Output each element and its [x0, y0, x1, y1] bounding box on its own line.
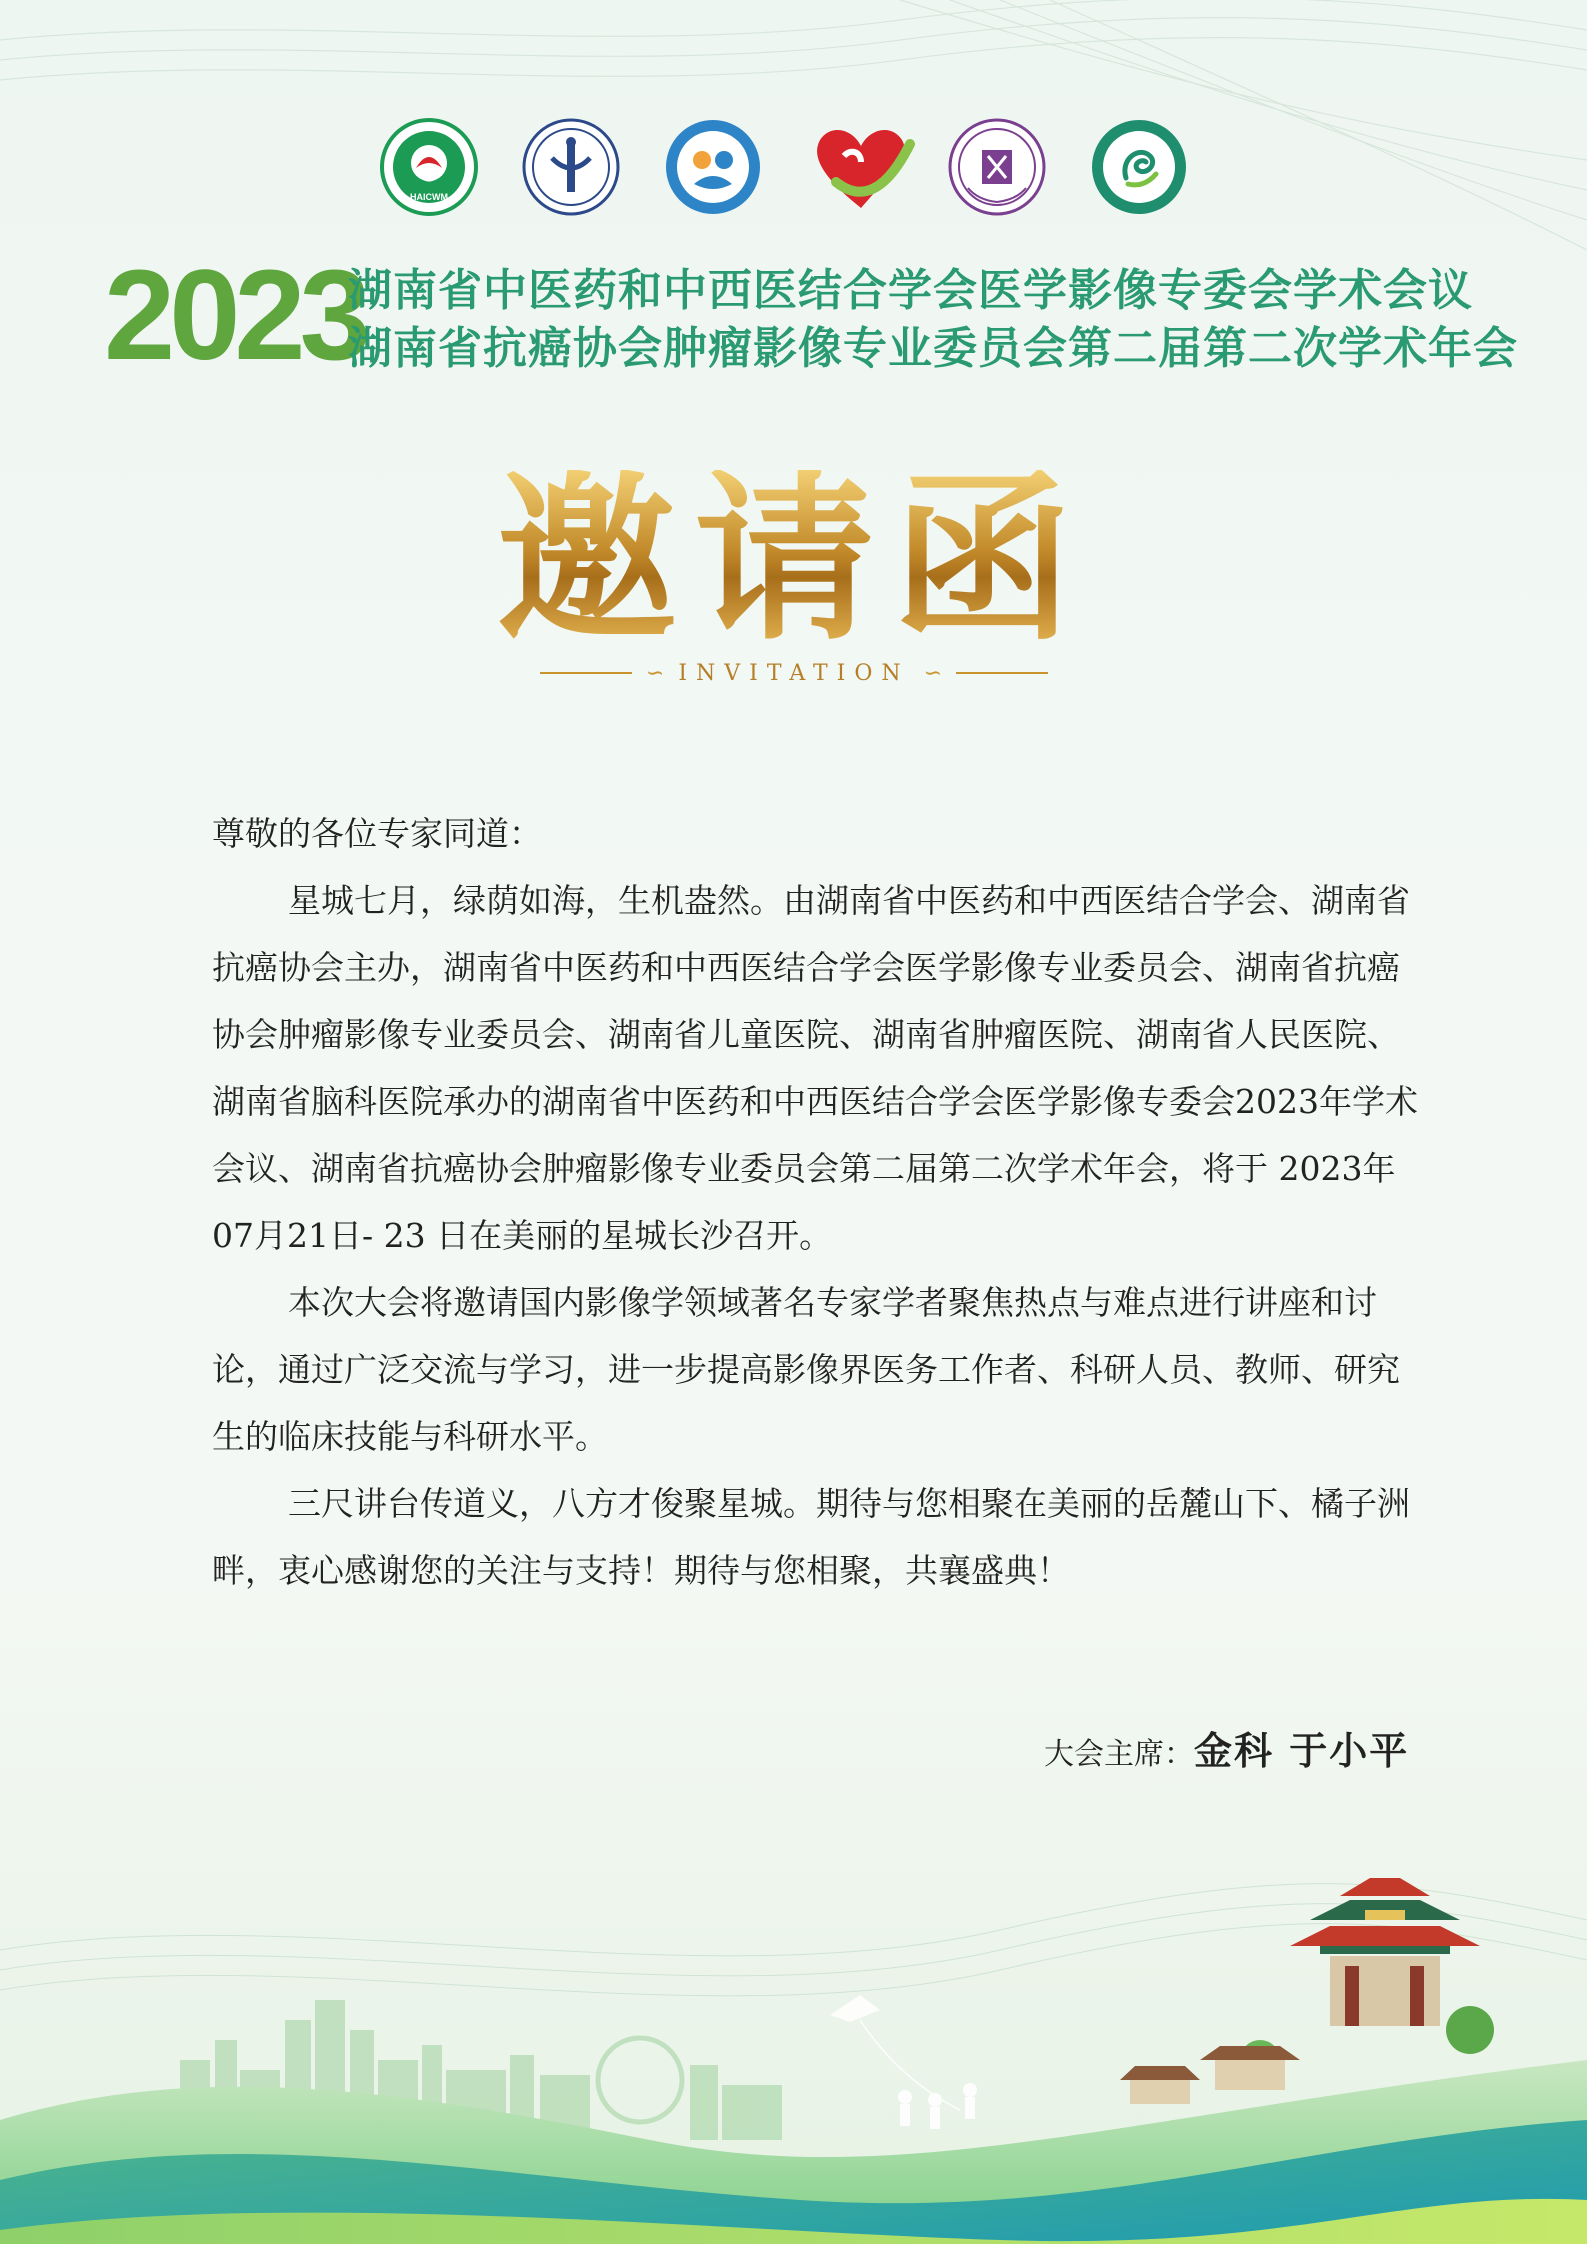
haicwm-logo [380, 118, 478, 216]
brain-hospital-logo [1090, 118, 1188, 216]
signature-names: 金科 于小平 [1194, 1728, 1410, 1773]
flourish-right-icon: ∽ [923, 660, 943, 686]
divider-left [540, 672, 632, 674]
invitation-subtitle-bar [504, 658, 1084, 688]
signature-label: 大会主席： [1044, 1737, 1194, 1772]
letter-body [212, 800, 1432, 1604]
invitation-subtitle: INVITATION [678, 660, 910, 686]
conference-title-line-2: 湖南省抗癌协会肿瘤影像专业委员会第二届第二次学术年会 [348, 323, 1518, 374]
peoples-hospital-logo [948, 118, 1046, 216]
flourish-left-icon: ∽ [645, 660, 665, 686]
letter-paragraph-2: 本次大会将邀请国内影像学领域著名专家学者聚焦热点与难点进行讲座和讨论，通过广泛交流与学习，进一步提高影像界医务工作者、科研人员、教师、研究生的临床技能与科研水平。 [212, 1283, 1400, 1456]
bottom-landscape-illustration [0, 1760, 1587, 2244]
letter-paragraph-1: 星城七月，绿荫如海，生机盎然。由湖南省中医药和中西医结合学会、湖南省抗癌协会主办，湖南省中医药和中西医结合学会医学影像专业委员会、湖南省抗癌协会肿瘤影像专业委员会、湖南省儿童医院、湖南省肿瘤医院、湖南省人民医院、湖南省脑科医院承办的湖南省中医药和中西医结合学会医学影像专委会2023年学术会议、湖南省抗癌协会肿瘤影像专业委员会第二届第二次学术年会，将于 2023年 07月21日- 23 日在美丽的星城长沙召开。 [212, 881, 1418, 1255]
sponsor-logos [380, 118, 1188, 216]
conference-title-line-1: 湖南省中医药和中西医结合学会医学影像专委会学术会议 [348, 265, 1473, 316]
childrens-hospital-logo [664, 118, 762, 216]
letter-salutation: 尊敬的各位专家同道： [212, 814, 542, 853]
pavilion-illustration [1120, 1878, 1494, 2104]
heart-ribbon-logo [806, 118, 904, 216]
divider-right [956, 672, 1048, 674]
haicwm-logo-text: HAICWM [410, 192, 448, 202]
invitation-title: 邀请函 [0, 470, 1587, 650]
conference-year: 2023 [104, 244, 365, 387]
letter-paragraph-3: 三尺讲台传道义，八方才俊聚星城。期待与您相聚在美丽的岳麓山下、橘子洲畔，衷心感谢您的关注与支持！期待与您相聚，共襄盛典！ [212, 1484, 1410, 1590]
conference-title [348, 262, 1518, 378]
anticancer-association-logo [522, 118, 620, 216]
